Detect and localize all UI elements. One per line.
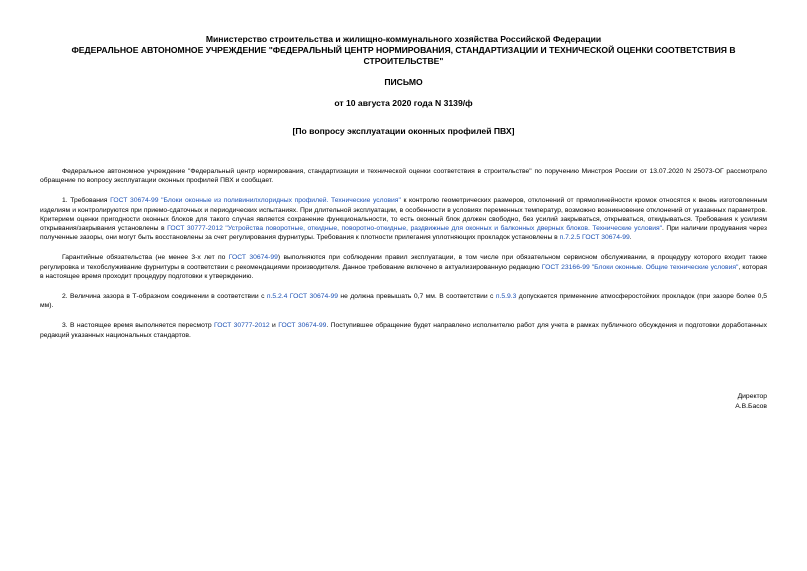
signatory-name: А.В.Басов [735,403,767,410]
document-body [40,167,767,351]
paragraph-3-text-b: и [269,322,279,330]
gost-30674-99-revision-link[interactable]: ГОСТ 30674-99 [278,322,327,330]
paragraph-3 [40,321,767,339]
paragraph-3-text-a: 3. В настоящее время выполняется пересмотр [62,322,214,330]
clause-5-9-3-link[interactable]: п.5.9.3 [495,293,517,301]
signatory-title: Директор [737,393,767,400]
document-header [40,34,767,67]
paragraph-3-text-c: . Поступившее обращение будет направлено исполнителю работ для учета в рамках публичного обсуждения и подготовки доработанных редакций указанных национальных стандартов. [40,322,767,339]
gost-30674-99-warranty-link[interactable]: ГОСТ 30674-99 [228,254,278,262]
paragraph-1-text-b: к контролю геометрических размеров, отклонений от прямолинейности кромок относятся к вновь изготовленным изделиям и контролируются при приемо-сдаточных и периодических испытаниях. При длительной эксплуатации, в особенности в условиях переменных температур, возможно возникновение отклонений от указанных параметров. Критерием оценки пригодности оконных блоков для такого случая является сохранение функциональности, то есть оконный блок должен свободно, без усилий закрываться, открываться, откидываться. Требования к усилиям открывания/закрывания установлены в [40,197,767,233]
paragraph-warranty [40,253,767,281]
gost-23166-99-link[interactable]: ГОСТ 23166-99 "Блоки оконные. Общие технические условия" [541,263,739,271]
paragraph-warranty-text-c: , которая в настоящее время проходит процедуру подготовки к утверждению. [40,263,767,280]
paragraph-1-text-a: 1. Требования [62,197,111,205]
paragraph-1-text-c: . При наличии продувания через полученные зазоры, они могут быть восстановлены за счет регулирования фурнитуры. Требования к плотности прилегания уплотняющих прокладок установлены в [40,225,767,242]
paragraph-1 [40,196,767,242]
ministry-name: Министерство строительства и жилищно-коммунального хозяйства Российской Федерации [205,34,602,44]
paragraph-warranty-text-a: Гарантийные обязательства (не менее 3-х лет по [62,254,229,262]
gost-30674-99-clause-7-2-5-link[interactable]: п.7.2.5 ГОСТ 30674-99 [559,234,630,242]
paragraph-1-text-d: . [629,234,632,242]
paragraph-2-text-c: допускается применение атмосферостойких прокладок (при зазоре более 0,5 мм). [40,293,767,310]
document-date: от 10 августа 2020 года N 3139/ф [334,98,473,108]
document-subject: [По вопросу эксплуатации оконных профилей ПВХ] [292,126,515,136]
paragraph-2-text-b: не должна превышать 0,7 мм. В соответствии с [338,293,496,301]
gost-30674-99-link[interactable]: ГОСТ 30674-99 "Блоки оконные из поливинилхлоридных профилей. Технические условия" [110,197,401,205]
paragraph-warranty-text-b: ) выполняются при соблюдении правил эксплуатации, в том числе при обязательном сервисном обслуживании, в процедуру которого входит также регулировка и техобслуживание фурнитуры в соответствии с рекомендациями производителя. Данное требование включено в актуализированную редакцию [40,254,768,271]
gost-30777-2012-revision-link[interactable]: ГОСТ 30777-2012 [213,322,270,330]
paragraph-2-text-a: 2. Величина зазора в Т-образном соединении в соответствии с [62,293,267,301]
institution-name: ФЕДЕРАЛЬНОЕ АВТОНОМНОЕ УЧРЕЖДЕНИЕ "ФЕДЕРАЛЬНЫЙ ЦЕНТР НОРМИРОВАНИЯ, СТАНДАРТИЗАЦИИ И ТЕХНИЧЕСКОЙ ОЦЕНКИ СООТВЕТСТВИЯ В СТРОИТЕЛЬСТВЕ" [71,45,736,66]
gost-30777-2012-link[interactable]: ГОСТ 30777-2012 "Устройства поворотные, откидные, поворотно-откидные, раздвижные для оконных и балконных дверных блоков. Технические условия" [167,225,663,233]
signature-block [735,392,767,412]
gost-30674-99-clause-5-2-4-link[interactable]: п.5.2.4 ГОСТ 30674-99 [266,293,339,301]
paragraph-intro: Федеральное автономное учреждение "Федеральный центр нормирования, стандартизации и технической оценки соответствия в строительстве" по поручению Минстроя России от 13.07.2020 N 25073-ОГ рассмотрело обращение по вопросу эксплуатации оконных профилей ПВХ и сообщает. [40,168,767,185]
document-type: ПИСЬМО [384,77,423,87]
paragraph-2 [40,292,767,310]
